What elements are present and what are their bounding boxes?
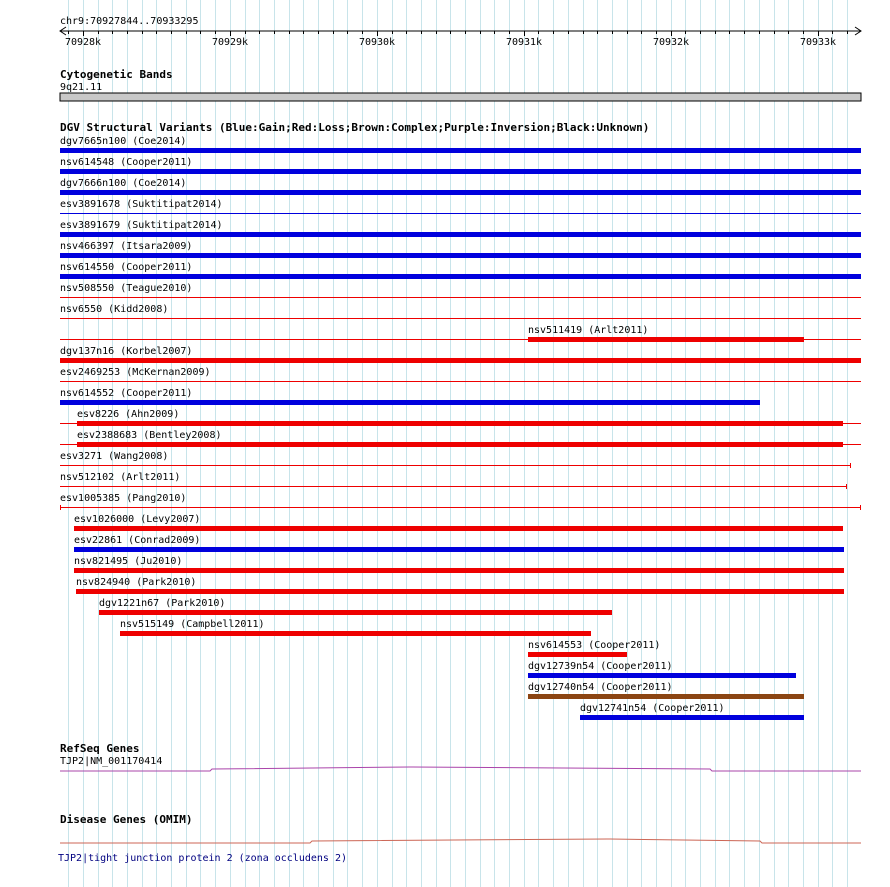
dgv-feature-label[interactable]: nsv614553 (Cooper2011) — [528, 640, 661, 651]
dgv-feature[interactable] — [60, 430, 861, 447]
dgv-feature-label[interactable]: esv1026000 (Levy2007) — [74, 514, 201, 525]
omim-track-title: Disease Genes (OMIM) — [60, 813, 193, 826]
dgv-feature-bar[interactable] — [528, 694, 804, 699]
dgv-feature[interactable] — [76, 577, 844, 594]
dgv-feature-bar[interactable] — [60, 358, 861, 363]
dgv-feature-bar[interactable] — [77, 421, 843, 426]
dgv-feature-bar[interactable] — [77, 442, 843, 447]
dgv-feature[interactable] — [60, 199, 861, 214]
dgv-feature-label[interactable]: nsv824940 (Park2010) — [76, 577, 197, 588]
ruler-tick-label: 70931k — [505, 37, 543, 48]
dgv-feature-label[interactable]: dgv7665n100 (Coe2014) — [60, 136, 187, 147]
dgv-feature[interactable] — [99, 598, 612, 615]
dgv-feature[interactable] — [60, 346, 861, 363]
dgv-feature-label[interactable]: nsv6550 (Kidd2008) — [60, 304, 169, 315]
dgv-feature[interactable] — [60, 493, 861, 510]
dgv-feature-bar[interactable] — [76, 589, 844, 594]
dgv-feature[interactable] — [60, 241, 861, 258]
refseq-track — [60, 742, 861, 771]
dgv-feature-label[interactable]: nsv614548 (Cooper2011) — [60, 157, 193, 168]
dgv-feature-bar[interactable] — [60, 190, 861, 195]
dgv-feature-label[interactable]: esv2388683 (Bentley2008) — [77, 430, 222, 441]
dgv-feature-label[interactable]: nsv614550 (Cooper2011) — [60, 262, 193, 273]
dgv-feature[interactable] — [60, 388, 760, 405]
dgv-feature-label[interactable]: esv3891678 (Suktitipat2014) — [60, 199, 223, 210]
ruler-tick-label: 70930k — [358, 37, 396, 48]
dgv-feature-label[interactable]: nsv515149 (Campbell2011) — [120, 619, 265, 630]
dgv-feature-bar[interactable] — [580, 715, 804, 720]
dgv-feature-label[interactable]: dgv137n16 (Korbel2007) — [60, 346, 193, 357]
dgv-feature-label[interactable]: dgv12740n54 (Cooper2011) — [528, 682, 673, 693]
cytoband-bar[interactable] — [60, 93, 861, 101]
dgv-feature[interactable] — [74, 535, 844, 552]
dgv-features — [60, 136, 861, 720]
dgv-feature[interactable] — [60, 409, 861, 426]
dgv-feature-label[interactable]: nsv512102 (Arlt2011) — [60, 472, 181, 483]
dgv-feature-label[interactable]: dgv1221n67 (Park2010) — [99, 598, 226, 609]
cytoband-track-title: Cytogenetic Bands — [60, 68, 173, 81]
dgv-feature-bar[interactable] — [74, 547, 844, 552]
refseq-track-title: RefSeq Genes — [60, 742, 140, 755]
dgv-feature-label[interactable]: esv3891679 (Suktitipat2014) — [60, 220, 223, 231]
refseq-gene-line[interactable] — [60, 767, 861, 771]
dgv-feature[interactable] — [74, 556, 844, 573]
dgv-feature[interactable] — [60, 178, 861, 195]
dgv-feature[interactable] — [60, 304, 861, 319]
dgv-feature-bar[interactable] — [60, 274, 861, 279]
dgv-feature-bar[interactable] — [74, 568, 844, 573]
dgv-feature-bar[interactable] — [120, 631, 591, 636]
dgv-feature[interactable] — [528, 640, 660, 657]
dgv-feature[interactable] — [60, 367, 861, 382]
dgv-feature-bar[interactable] — [99, 610, 612, 615]
dgv-feature-label[interactable]: nsv614552 (Cooper2011) — [60, 388, 193, 399]
dgv-feature[interactable] — [60, 262, 861, 279]
dgv-feature-bar[interactable] — [60, 169, 861, 174]
cytoband-track — [60, 68, 861, 101]
omim-gene-label[interactable]: TJP2|tight junction protein 2 (zona occludens 2) — [58, 853, 347, 864]
dgv-feature-bar[interactable] — [528, 652, 627, 657]
omim-gene-line[interactable] — [60, 839, 861, 843]
dgv-feature-bar[interactable] — [60, 253, 861, 258]
ruler-tick-label: 70933k — [799, 37, 837, 48]
dgv-feature-bar[interactable] — [60, 400, 760, 405]
dgv-feature[interactable] — [60, 325, 861, 342]
dgv-feature-bar[interactable] — [60, 148, 861, 153]
dgv-feature-bar[interactable] — [528, 673, 796, 678]
dgv-feature-label[interactable]: esv1005385 (Pang2010) — [60, 493, 187, 504]
dgv-feature[interactable] — [60, 451, 851, 468]
dgv-feature-label[interactable]: nsv511419 (Arlt2011) — [528, 325, 649, 336]
dgv-feature-label[interactable]: esv22861 (Conrad2009) — [74, 535, 201, 546]
dgv-feature[interactable] — [60, 157, 861, 174]
dgv-feature-label[interactable]: nsv466397 (Itsara2009) — [60, 241, 193, 252]
dgv-track — [60, 121, 861, 720]
ruler-tick-label: 70929k — [211, 37, 249, 48]
dgv-feature[interactable] — [60, 220, 861, 237]
dgv-feature[interactable] — [528, 661, 796, 678]
dgv-feature-label[interactable]: esv8226 (Ahn2009) — [77, 409, 180, 420]
ruler-location: chr9:70927844..70933295 — [60, 16, 199, 27]
dgv-feature-label[interactable]: dgv12741n54 (Cooper2011) — [580, 703, 725, 714]
dgv-feature[interactable] — [120, 619, 591, 636]
cytoband-label: 9q21.11 — [60, 82, 103, 93]
dgv-feature[interactable] — [74, 514, 843, 531]
dgv-feature[interactable] — [60, 283, 861, 298]
dgv-feature-label[interactable]: nsv508550 (Teague2010) — [60, 283, 193, 294]
dgv-feature-label[interactable]: nsv821495 (Ju2010) — [74, 556, 183, 567]
dgv-feature[interactable] — [580, 703, 804, 720]
ruler-tick-label: 70928k — [64, 37, 102, 48]
dgv-feature-bar[interactable] — [528, 337, 804, 342]
dgv-feature-label[interactable]: dgv7666n100 (Coe2014) — [60, 178, 187, 189]
refseq-gene-label: TJP2|NM_001170414 — [60, 756, 163, 767]
ruler-track — [60, 16, 861, 48]
dgv-feature[interactable] — [60, 472, 847, 489]
dgv-feature-bar[interactable] — [60, 232, 861, 237]
omim-track — [58, 813, 861, 864]
dgv-feature-label[interactable]: esv2469253 (McKernan2009) — [60, 367, 211, 378]
dgv-feature-label[interactable]: dgv12739n54 (Cooper2011) — [528, 661, 673, 672]
dgv-feature[interactable] — [60, 136, 861, 153]
dgv-feature-bar[interactable] — [74, 526, 843, 531]
ruler-tick-label: 70932k — [652, 37, 690, 48]
ruler-ticks — [65, 31, 848, 48]
dgv-feature[interactable] — [528, 682, 804, 699]
dgv-track-title: DGV Structural Variants (Blue:Gain;Red:Loss;Brown:Complex;Purple:Inversion;Black:Unknown) — [60, 121, 650, 134]
dgv-feature-label[interactable]: esv3271 (Wang2008) — [60, 451, 169, 462]
